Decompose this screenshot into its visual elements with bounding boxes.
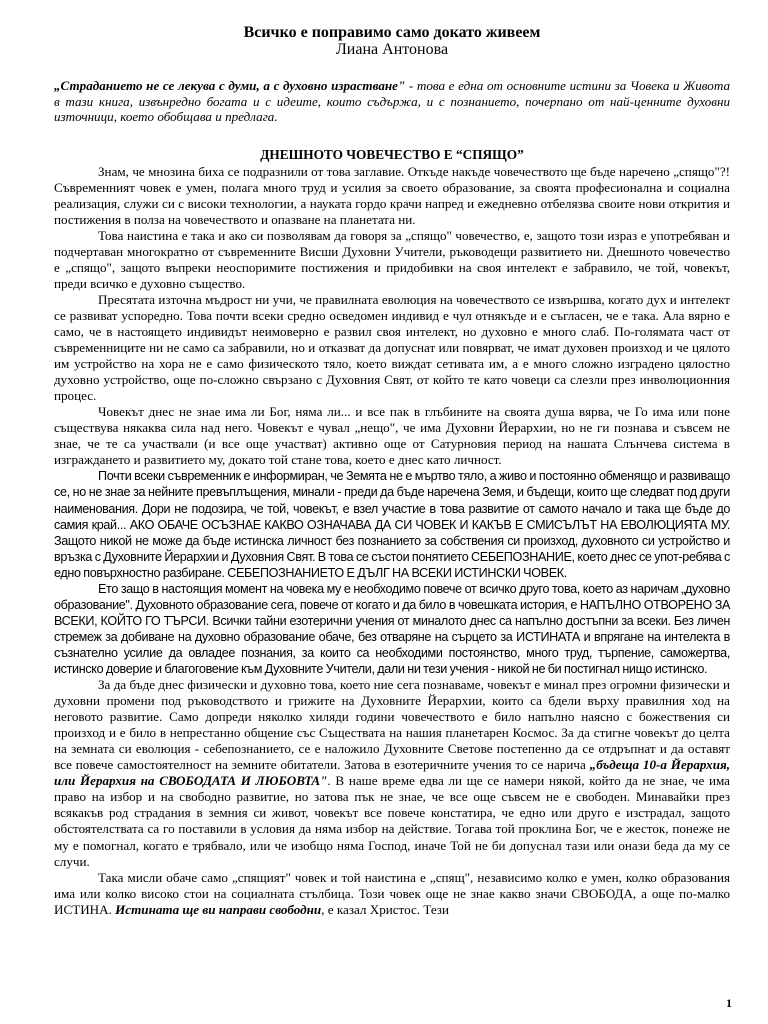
section-title: ДНЕШНОТО ЧОВЕЧЕСТВО Е “СПЯЩО”: [260, 146, 524, 162]
paragraph-1: Знам, че мнозина биха се подразнили от това заглавие. Откъде накъде човечеството ще бъде наречено „спящо"?! Съвременният човек е умен, полага много труд и усилия за своето образование, за своята професионална и социална реализация, служи си с високи технологии, а науката гордо крачи напред и ежедневно отбелязва своите нови открития и постижения в полза на човечеството и опазване на планетата ни.: [54, 163, 730, 227]
paragraph-8-start: Така мисли обаче само „спящият" човек и той наистина е „спящ", независимо колко е умен, колко образования има или колко високо стои на социалната стълбица. Този човек още не знае какво значи СВОБОДА, а още по-малко ИСТИНА.: [54, 869, 730, 917]
paragraph-2: Това наистина е така и ако си позволявам да говоря за „спящо" човечество, е, защото този израз е употребяван и подчертаван многократно от съвременните Висши Духовни Учители, ръководещи развитието ни. Днешното човечество е „спящо", защото въпреки неоспоримите постижения и придобивки на своя интелект е забравило, че той, човекът, преди всичко е духовно същество.: [54, 227, 730, 291]
paragraph-5: Почти всеки съвременник е информиран, че Земята не е мъртво тяло, а живо и постоянно обменящо и развиващо се, но не знае за нейните превъплъщения, минали - преди да бъде наречена Земя, и бъдещи, които ще следват под други наименования. Дори не подозира, че той, човекът, е взел участие в това развитие от самото начало и така ще бъде до самия край... АКО ОБАЧЕ ОСЪЗНАЕ КАКВО ОЗНАЧАВА ДА СИ ЧОВЕК И КАКЪВ Е СМИСЪЛЪТ НА ЕВОЛЮЦИЯТА МУ. Защото никой не може да бъде истинска личност без познанието за собствения си произход, духовното си устройство и връзка с Духовните Йерархии и Духовния Свят. В това се състои понятието СЕБЕПОЗНАНИЕ, което днес се упот-ребява с едно повърхностно разбиране. СЕБЕПОЗНАНИЕТО Е ДЪЛГ НА ВСЕКИ ИСТИНСКИ ЧОВЕК.: [54, 469, 730, 580]
intro-quote: [54, 78, 730, 125]
paragraph-8-emphasis: Истината ще ви направи свободни: [115, 901, 322, 917]
intro-rest: - това е една от основните истини за Човека и Живота в тази книга, извънредно богата и с идеите, които съдържа, и с познанието, почерпано от най-ценните духовни източници, което обобщава и предлага.: [54, 78, 731, 124]
paragraph-7-end: . В наше време едва ли ще се намери някой, който да не знае, че има право на избор и на свободно развитие, но затова пък не знае, че все още съвсем не е свободен. Минавайки през всякакъв род страдания в земния си живот, човекът все повече констатира, че едно или друго е изстрадал, защото обстоятелствата са го поставили в условия да няма избор на действие. Тогава той проклина Бог, че е жесток, понеже не му е помогнал, когато е трябвало, или че изобщо няма Господ, иначе Той не би допуснал тази или онази беда да му се случи.: [54, 773, 730, 869]
paragraph-4: Човекът днес не знае има ли Бог, няма ли... и все пак в глъбините на своята душа вярва, че Го има или поне съществува някаква сила над него. Човекът е чувал „нещо", че има Духовни Йерархии, но не ги познава и съвсем не знае, че те са участвали (и все още участват) активно още от Сатурновия период на нашата Слънчева система в изграждането и развитието му, докато той стане това, което е днес като личност.: [54, 404, 730, 468]
paragraph-3: Пресятата източна мъдрост ни учи, че правилната еволюция на човечеството се извършва, когато дух и интелект се развиват успоредно. Това почти всеки средно осведомен индивид е чул отнякъде и е съгласен, че е така. Ала вярно е само, че в настоящето индивидът неимоверно е развил своя интелект, но духовно е много слаб. По-голямата част от съвременниците ни не само са забравили, но и отказват да допуснат или повярват, че имат духовен произход и че цялото им устройство на хора не е само физическото тяло, което виждат сетивата им, а е много сложно изградено цялостно духовно устройство, още по-сложно свързано с Духовния Свят, от който те като човеци са слезли през инволюционния процес.: [54, 291, 730, 404]
paragraph-8: [54, 870, 730, 918]
intro-lead: „Страданието не се лекува с думи, а с духовно израстване": [54, 78, 406, 93]
paragraph-7-start: За да бъде днес физически и духовно това, което ние сега познаваме, човекът е минал през огромни физически и духовни промени под ръководството и грижите на Духовните Йерархии, които са бдели върху правилния ход на неговото развитие. Само допреди няколко хиляди години човечеството е било напълно наясно с божествения си произход и е било в непрестанно общение със Съществата на нашия планетарен Космос. За да стигне човекът до целта на земната си еволюция - себепознанието, се е наложило Духовните Светове постепенно да се отдръпнат и да оставят все повече самостоятелност на земните обитатели. Затова в езотеричните учения то се нарича: [54, 677, 730, 773]
page-number: 1: [726, 996, 732, 1010]
author-name: Лиана Антонова: [335, 41, 449, 58]
paragraph-7-emphasis: „бъдеща 10-а Йерархия, или Йерархия на СВОБОДАТА И ЛЮБОВТА": [54, 757, 731, 789]
paragraph-8-end: , е казал Христос. Тези: [321, 901, 449, 917]
document-page: [54, 24, 730, 918]
paragraph-6: Ето защо в настоящия момент на човека му е необходимо повече от всичко друго това, което аз наричам „духовно образование". Духовното образование сега, повече от когато и да било в човешката история, е НАПЪЛНО ОТВОРЕНО ЗА ВСЕКИ, КОЙТО ГО ТЪРСИ. Всички тайни езотерични учения от миналото днес са напълно достъпни за всеки. Без личен стремеж за добиване на духовно образование обаче, без отваряне на сърцето за ИСТИНАТА и впрягане на интелекта в съзнателно усилие да овладее познания, за които са необходими постоянство, много труд, търпение, саможертва, истинско доверие и благоговение към Духовните Учители, дали ни тези учения - никой не би постигнал нищо истинско.: [54, 581, 730, 676]
paragraph-7: [54, 677, 730, 870]
document-title: Всичко е поправимо само докато живеем: [243, 24, 541, 41]
